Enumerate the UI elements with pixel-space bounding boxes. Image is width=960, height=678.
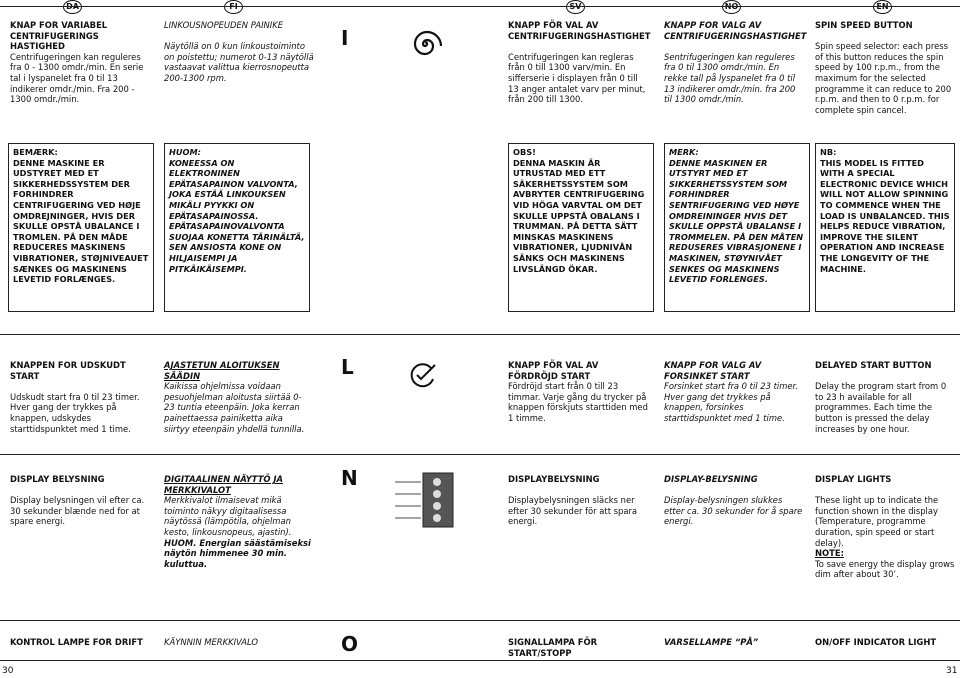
delay-start-da [10,360,150,434]
spin-speed-da [10,20,150,105]
display-title-no: DISPLAY-BELYSNING [664,474,758,484]
spin-speed-text-no: Sentrifugeringen kan reguleres fra 0 til 1300 omdr./min. En rekke tall på lyspanelet fra 0 til 13 indikerer omdr./min. fra 200 til 1300 omdr./min. [664,51,796,105]
bottom-rule [0,660,960,661]
spin-speed-title-sv: KNAPP FÖR VAL AV CENTRIFUGERINGSHASTIGHET [508,20,651,41]
spin-speed-text-en: Spin speed selector: each press of this button reduces the spin speed by 100 r.p.m., from the maximum for the selected programme it can reduce to 200 r.p.m. and then to 0 r.p.m. for complete spin cancel. [815,41,952,115]
note-text-fi: KONEESSA ON ELEKTRONINEN EPÄTASAPAINON VALVONTA, JOKA ESTÄÄ LINKOUKSEN MIKÄLI PYYKKI ON EPÄTASAPAINOSSA. EPÄTASAPAINOVALVONTA SUOJAA KONETTA TÄRINÄLTÄ, SEN ANSIOSTA KONE ON HILJAISEMPI JA PITKÄIKÄISEMPI. [169,157,305,274]
note-label-en: NB: [820,147,837,157]
delay-start-text-sv: Fördröjd start från 0 till 23 timmar. Varje gång du trycker på knappen förskjuts starttiden med 1 timme. [508,381,648,423]
spin-speed-text-da: Centrifugeringen kan reguleres fra 0 - 1300 omdr./min. En serie tal i lyspanelet fra 0 til 13 indikerer omdr./min. Fra 200 - 1300 omdr./min. [10,51,144,105]
delay-start-fi [164,360,310,434]
row-letter-l: L [341,355,354,379]
row-letter-n: N [341,466,358,490]
delay-start-no [664,360,804,424]
note-box-fi [164,143,310,312]
delay-start-title-en: DELAYED START BUTTON [815,360,932,370]
display-note-label-en: NOTE: [815,548,844,559]
display-title-da: DISPLAY BELYSNING [10,474,105,484]
display-title-en: DISPLAY LIGHTS [815,474,892,484]
row-divider-2 [0,454,960,455]
note-text-sv: DENNA MASKIN ÄR UTRUSTAD MED ETT SÄKERHETSSYSTEM SOM AVBRYTER CENTRIFUGERING VID HÖGA VARVTAL OM DET SKULLE UPPSTÅ OBALANS I TRUMMAN. PÅ DETTA SÄTT MINSKAS MASKINENS VIBRATIONER, LJUDNIVÅN SÄNKS OCH MASKINENS LIVSLÄNGD ÖKAR. [513,157,645,274]
delay-start-en [815,360,955,434]
row-divider-3 [0,620,960,621]
indicator-title-da: KONTROL LAMPE FOR DRIFT [10,637,143,647]
language-badge-no [722,0,741,14]
clock-check-icon [409,362,439,388]
delay-start-title-no: KNAPP FOR VALG AV FORSINKET START [664,360,762,381]
display-da [10,474,150,527]
display-text-da: Display belysningen vil efter ca. 30 sekunder blænde ned for at spare energi. [10,495,145,527]
delay-start-text-da: Udskudt start fra 0 til 23 timer. Hver gang der trykkes på knappen, udskydes starttidspunktet med 1 time. [10,391,140,434]
row-letter-i: I [341,26,349,50]
language-badge-sv [566,0,585,14]
language-badge-en [873,0,892,14]
note-box-en [815,143,955,312]
indicator-title-fi: KÄYNNIN MERKKIVALO [164,637,258,647]
indicator-title-en: ON/OFF INDICATOR LIGHT [815,637,937,647]
note-box-no [664,143,810,312]
page-number-left: 30 [2,666,14,676]
spin-speed-title-no: KNAPP FOR VALG AV CENTRIFUGERINGSHASTIGHET [664,20,807,41]
delay-start-title-fi: AJASTETUN ALOITUKSEN SÄÄDIN [164,360,280,381]
spin-speed-fi [164,20,314,84]
spin-speed-sv [508,20,651,105]
display-en [815,474,955,580]
spin-speed-title-fi: LINKOUSNOPEUDEN PAINIKE [164,20,284,30]
indicator-title-no: VARSELLAMPE “PÅ” [664,637,759,647]
note-box-sv [508,143,654,312]
display-text-fi: Merkkivalot ilmaisevat mikä toiminto näkyy digitaalisessa näytössä (lämpötila, ohjelman kesto, linkousnopeus, ajastin). [164,495,292,537]
delay-start-title-sv: KNAPP FÖR VAL AV FÖRDRÖJD START [508,360,599,381]
spin-speed-en [815,20,955,115]
delay-start-text-fi: Kaikissa ohjelmissa voidaan pesuohjelman aloitusta siirtää 0-23 tuntia eteenpäin. Joka kerran painettaessa painiketta aika siirtyy eteenpäin yhdellä tunnilla. [164,381,305,434]
delay-start-sv [508,360,648,424]
note-label-fi: HUOM: [169,147,201,157]
delay-start-title-da: KNAPPEN FOR UDSKUDT START [10,360,126,381]
display-title-fi: DIGITAALINEN NÄYTTÖ JA MERKKIVALOT [164,474,284,495]
spin-speed-text-sv: Centrifugeringen kan regleras från 0 till 1300 varv/min. En sifferserie i displayen från 0 till 13 anger antalet varv per minut, från 200 till 1300. [508,51,646,105]
spin-speed-text-fi: Näytöllä on 0 kun linkoustoiminto on poistettu; numerot 0-13 näytöllä vastaavat valittua kierrosnopeutta 200-1300 rpm. [164,41,314,83]
note-label-no: MERK: [669,147,699,157]
language-badge-da [63,0,82,14]
display-text-en: These light up to indicate the function shown in the display (Temperature, programme duration, spin speed or start delay). [815,495,939,548]
delay-start-text-no: Forsinket start fra 0 til 23 timer. Hver gang det trykkes på knappen, forsinkes starttidspunktet med 1 time. [664,381,798,423]
display-fi [164,474,314,569]
delay-start-text-en: Delay the program start from 0 to 23 h available for all programmes. Each time the button is pressed the delay increases by one hour. [815,381,947,434]
row-divider-1 [0,334,960,335]
display-sv [508,474,648,527]
display-title-sv: DISPLAYBELYSNING [508,474,600,484]
page-number-right: 31 [946,666,958,676]
note-box-da [8,143,154,312]
display-no [664,474,804,527]
spin-speed-no [664,20,807,105]
row-letter-o: O [341,632,359,656]
note-text-da: DENNE MASKINE ER UDSTYRET MED ET SIKKERHEDSSYSTEM DER FORHINDRER CENTRIFUGERING VED HØJE OMDREJNINGER, HVIS DER SKULLE OPSTÅ UBALANCE I TROMLEN. PÅ DEN MÅDE REDUCERES MASKINENS VIBRATIONER, STØJNIVEAUET SÆNKES OG MASKINENS LEVETID FORLÆNGES. [13,157,149,285]
display-text-sv: Displaybelysningen släcks ner efter 30 sekunder för att spara energi. [508,495,638,527]
top-rule [0,6,960,7]
note-text-no: DENNE MASKINEN ER UTSTYRT MED ET SIKKERHETSSYSTEM SOM FORHINDRER SENTRIFUGERING VED HØYE OMDREININGER HVIS DET SKULLE OPPSTÅ UBALANSE I TROMMELEN. PÅ DEN MÅTEN REDUSERES VIBRASJONENE I MASKINEN, STØYNIVÅET SENKES OG MASKINENS LEVETID FORLENGES. [669,157,804,285]
note-label-sv: OBS! [513,147,536,157]
note-label-da: BEMÆRK: [13,147,58,157]
spin-speed-title-en: SPIN SPEED BUTTON [815,20,913,30]
language-badge-fi [224,0,243,14]
indicator-title-sv: SIGNALLAMPA FÖR START/STOPP [508,637,598,658]
display-note-fi: HUOM. Energian säästämiseksi näytön himmenee 30 min. kuluttua. [164,537,311,569]
spin-speed-title-da: KNAP FOR VARIABEL CENTRIFUGERINGS HASTIGHED [10,20,108,52]
display-panel-icon [393,472,455,528]
display-text-no: Display-belysningen slukkes etter ca. 30 sekunder for å spare energi. [664,495,803,527]
note-text-en: THIS MODEL IS FITTED WITH A SPECIAL ELECTRONIC DEVICE WHICH WILL NOT ALLOW SPINNING TO COMMENCE WHEN THE LOAD IS UNBALANCED. THIS HELPS REDUCE VIBRATION, IMPROVE THE SILENT OPERATION AND INCREASE THE LONGEVITY OF THE MACHINE. [820,157,950,274]
spin-spiral-icon [408,27,442,61]
display-note-text-en: To save energy the display grows dim after about 30’. [815,558,955,580]
